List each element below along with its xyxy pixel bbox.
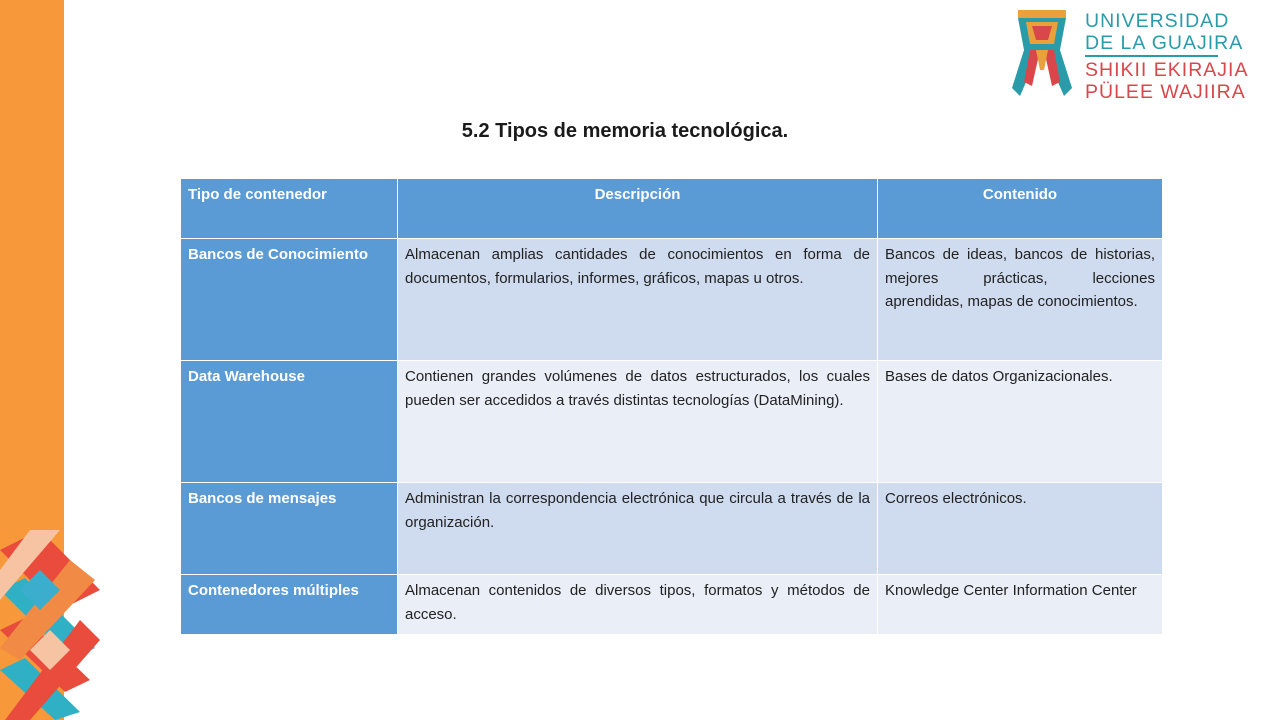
table-row [181, 483, 1163, 575]
row-contenido: Correos electrónicos. [878, 483, 1163, 575]
row-tipo: Data Warehouse [181, 361, 398, 483]
memory-types-table [180, 178, 1163, 635]
logo-line-2: DE LA GUAJIRA [1085, 32, 1244, 54]
logo-line-1: UNIVERSIDAD [1085, 10, 1230, 32]
table-row [181, 575, 1163, 635]
row-contenido: Knowledge Center Information Center [878, 575, 1163, 635]
logo-line-3: SHIKII EKIRAJIA [1085, 59, 1249, 81]
row-contenido: Bases de datos Organizacionales. [878, 361, 1163, 483]
woven-pattern-decoration [0, 530, 110, 720]
row-descripcion: Contienen grandes volúmenes de datos estructurados, los cuales pueden ser accedidos a través distintas tecnologías (DataMining). [398, 361, 878, 483]
logo-divider [1085, 55, 1218, 57]
page-title: 5.2 Tipos de memoria tecnológica. [461, 120, 789, 142]
row-tipo: Contenedores múltiples [181, 575, 398, 635]
logo-line-4: PÜLEE WAJIIRA [1085, 81, 1246, 103]
header-descripcion: Descripción [398, 179, 878, 239]
table-row [181, 239, 1163, 361]
row-tipo: Bancos de Conocimiento [181, 239, 398, 361]
university-logo [1010, 8, 1249, 103]
row-descripcion: Administran la correspondencia electrónica que circula a través de la organización. [398, 483, 878, 575]
table-header-row [181, 179, 1163, 239]
row-descripcion: Almacenan amplias cantidades de conocimientos en forma de documentos, formularios, informes, gráficos, mapas u otros. [398, 239, 878, 361]
row-contenido: Bancos de ideas, bancos de historias, mejores prácticas, lecciones aprendidas, mapas de conocimientos. [878, 239, 1163, 361]
table-row [181, 361, 1163, 483]
row-descripcion: Almacenan contenidos de diversos tipos, formatos y métodos de acceso. [398, 575, 878, 635]
header-tipo: Tipo de contenedor [181, 179, 398, 239]
logo-emblem-icon [1010, 8, 1074, 96]
header-contenido: Contenido [878, 179, 1163, 239]
row-tipo: Bancos de mensajes [181, 483, 398, 575]
